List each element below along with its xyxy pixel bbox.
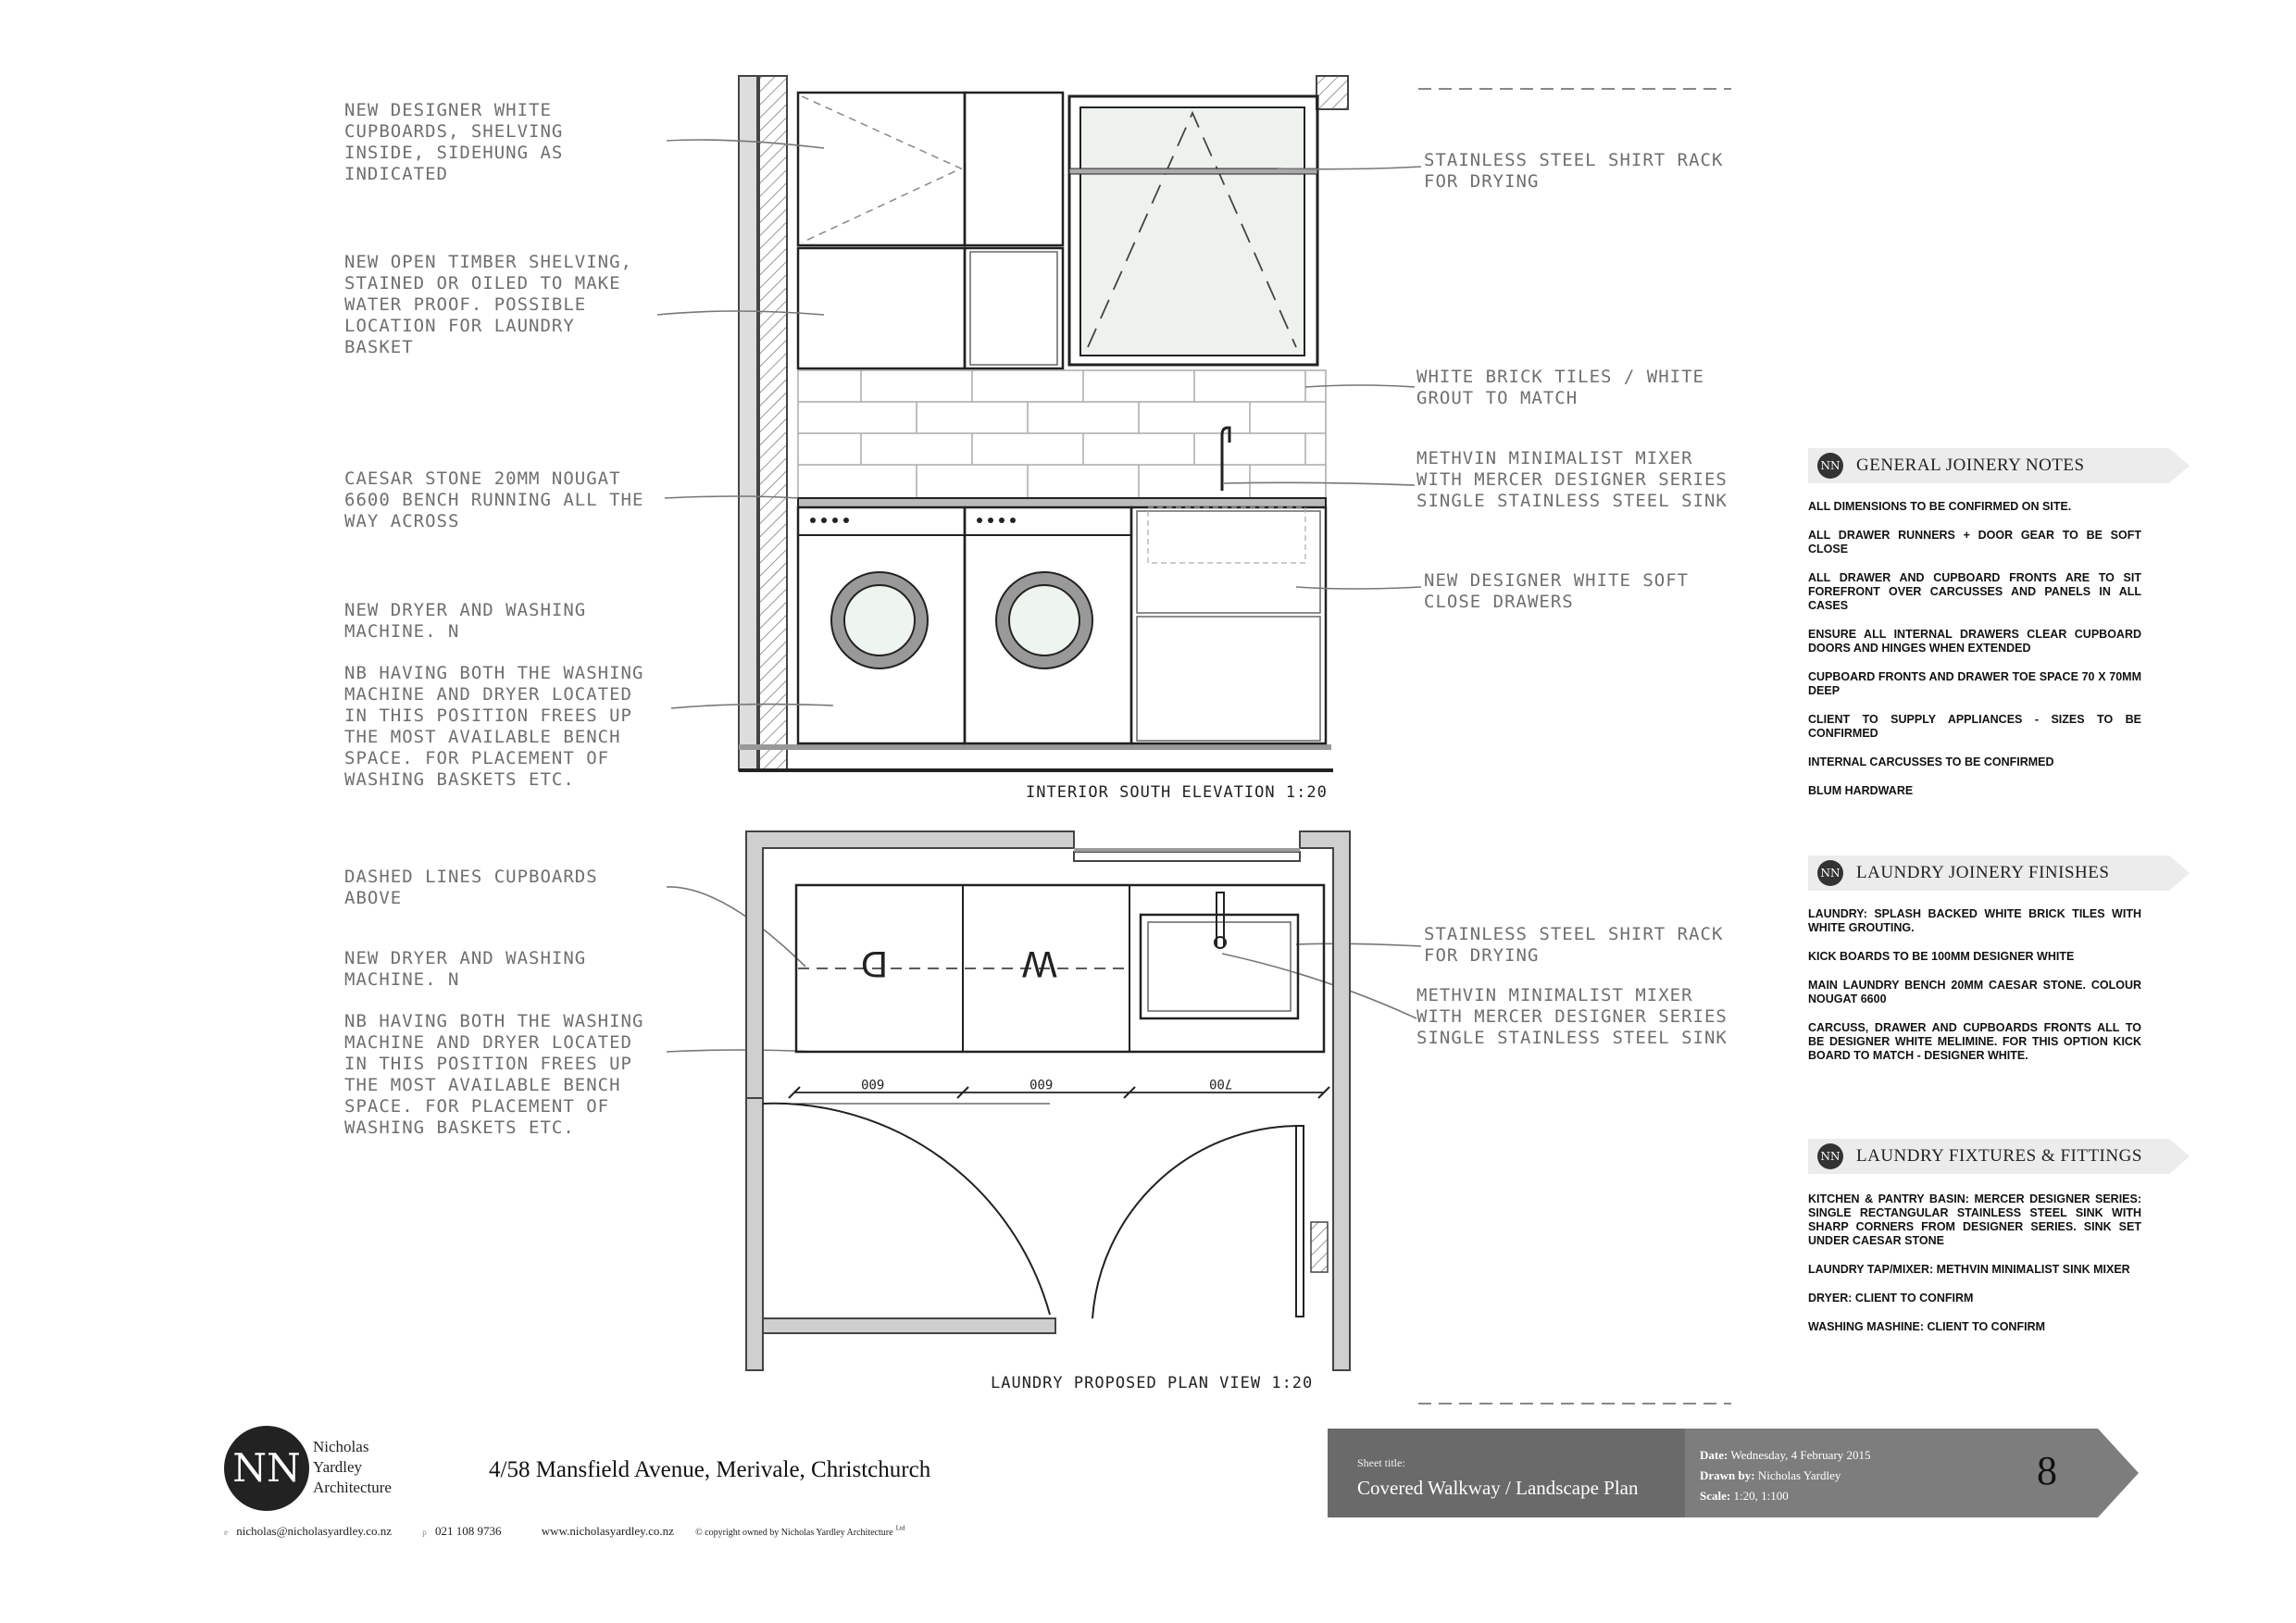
note-nb-elevation: NB HAVING BOTH THE WASHING MACHINE AND DRYER LOCATED IN THIS POSITION FREES UP THE MOST AVAILABLE BENCH SPACE. FOR PLACEMENT OF WASHING BASKETS ETC. [344,663,644,790]
date-label: Date: [1700,1448,1728,1462]
elevation-caption: INTERIOR SOUTH ELEVATION 1:20 [1026,783,1328,802]
phone-prefix: p [422,1528,427,1537]
fixtures-fittings-notes [1808,1192,2141,1349]
note-item: CUPBOARD FRONTS AND DRAWER TOE SPACE 70 X 70MM DEEP [1808,670,2141,697]
note-item: CARCUSS, DRAWER AND CUPBOARDS FRONTS ALL TO BE DESIGNER WHITE MELIMINE. FOR THIS OPTION KICK BOARD TO MATCH - DESIGNER WHITE. [1808,1021,2141,1062]
note-item: LAUNDRY TAP/MIXER: METHVIN MINIMALIST SINK MIXER [1808,1263,2130,1276]
note-item: ALL DIMENSIONS TO BE CONFIRMED ON SITE. [1808,500,2072,513]
note-designer-cupboards: NEW DESIGNER WHITE CUPBOARDS, SHELVING INSIDE, SIDEHUNG AS INDICATED [344,100,564,184]
note-item: BLUM HARDWARE [1808,784,1914,797]
firm-name-line: Architecture [313,1479,392,1496]
note-item: DRYER: CLIENT TO CONFIRM [1808,1292,1974,1305]
note-dashed-lines: DASHED LINES CUPBOARDS ABOVE [344,867,598,908]
note-methvin-mixer-plan: METHVIN MINIMALIST MIXER WITH MERCER DESIGNER SERIES SINGLE STAINLESS STEEL SINK [1416,985,1728,1048]
sheet-drawn-by: Nicholas Yardley [1757,1468,1841,1482]
joinery-finishes-notes [1808,907,2141,1078]
note-soft-close-drawers: NEW DESIGNER WHITE SOFT CLOSE DRAWERS [1424,570,1690,612]
note-item: KITCHEN & PANTRY BASIN: MERCER DESIGNER SERIES: SINGLE RECTANGULAR STAINLESS STEEL SINK WITH SHARP CORNERS FROM DESIGNER SERIES. SINK SET UNDER CAESAR STONE [1808,1192,2141,1247]
drawn-label: Drawn by: [1700,1468,1755,1482]
note-shirt-rack-elevation: STAINLESS STEEL SHIRT RACK FOR DRYING [1424,150,1724,192]
plan-caption: LAUNDRY PROPOSED PLAN VIEW 1:20 [991,1374,1314,1392]
logo-icon: NN [1817,860,1843,886]
section-header-general-joinery [1808,448,2190,483]
firm-name-line: Nicholas [313,1438,369,1455]
dryer-label: D [861,943,888,984]
section-header-joinery-finishes [1808,855,2190,891]
note-item: LAUNDRY: SPLASH BACKED WHITE BRICK TILES WITH WHITE GROUTING. [1808,907,2141,934]
note-item: WASHING MASHINE: CLIENT TO CONFIRM [1808,1320,2046,1333]
note-item: MAIN LAUNDRY BENCH 20MM CAESAR STONE. COLOUR NOUGAT 6600 [1808,979,2141,1005]
sheet-title-block [1328,1429,2142,1517]
note-item: ENSURE ALL INTERNAL DRAWERS CLEAR CUPBOARD DOORS AND HINGES WHEN EXTENDED [1808,628,2141,655]
sheet-meta [1700,1445,1871,1506]
dimension-label: 600 [861,1076,885,1091]
note-item: CLIENT TO SUPPLY APPLIANCES - SIZES TO BE CONFIRMED [1808,713,2141,740]
note-dryer-washer-plan: NEW DRYER AND WASHING MACHINE. N [344,948,587,990]
section-header-fixtures-fittings [1808,1139,2190,1174]
elevation-drawing [739,76,1348,770]
contact-line [224,1524,905,1539]
website-link[interactable]: www.nicholasyardley.co.nz [541,1524,674,1538]
washer-label: W [1022,943,1057,984]
note-item: KICK BOARDS TO BE 100MM DESIGNER WHITE [1808,950,2075,963]
note-item: ALL DRAWER RUNNERS + DOOR GEAR TO BE SOFT CLOSE [1808,529,2141,556]
general-joinery-notes [1808,500,2141,813]
project-address: 4/58 Mansfield Avenue, Merivale, Christchurch [489,1457,931,1482]
note-brick-tiles: WHITE BRICK TILES / WHITE GROUT TO MATCH [1416,367,1704,408]
phone-number: 021 108 9736 [435,1524,502,1538]
note-dryer-washer-elevation: NEW DRYER AND WASHING MACHINE. N [344,600,587,642]
dimension-label: 600 [1029,1076,1054,1091]
copyright-suffix: Ltd [895,1524,905,1532]
logo-icon: NN [1817,1143,1843,1169]
sheet-scale: 1:20, 1:100 [1733,1489,1789,1503]
firm-logo-icon: NN [224,1426,309,1511]
dimension-label: 700 [1209,1076,1233,1091]
firm-name [313,1437,392,1498]
note-open-shelving: NEW OPEN TIMBER SHELVING, STAINED OR OILED TO MAKE WATER PROOF. POSSIBLE LOCATION FOR LAUNDRY BASKET [344,252,632,357]
sheet-number: 8 [2037,1448,2057,1493]
sheet-title: Covered Walkway / Landscape Plan [1357,1477,1639,1499]
email-prefix: e [224,1528,228,1537]
section-title: LAUNDRY FIXTURES & FITTINGS [1856,1146,2142,1166]
sheet-title-label: Sheet title: [1357,1456,1405,1469]
email-link[interactable]: nicholas@nicholasyardley.co.nz [236,1524,393,1538]
note-item: INTERNAL CARCUSSES TO BE CONFIRMED [1808,755,2054,768]
sheet-date: Wednesday, 4 February 2015 [1730,1448,1871,1462]
firm-name-line: Yardley [313,1458,363,1476]
scale-label: Scale: [1700,1489,1731,1503]
note-shirt-rack-plan: STAINLESS STEEL SHIRT RACK FOR DRYING [1424,924,1724,966]
section-title: GENERAL JOINERY NOTES [1856,456,2085,475]
note-item: ALL DRAWER AND CUPBOARD FRONTS ARE TO SIT FOREFRONT OVER CARCUSSES AND PANELS IN ALL CASES [1808,571,2141,612]
note-methvin-mixer-elevation: METHVIN MINIMALIST MIXER WITH MERCER DESIGNER SERIES SINGLE STAINLESS STEEL SINK [1416,448,1728,511]
note-nb-plan: NB HAVING BOTH THE WASHING MACHINE AND DRYER LOCATED IN THIS POSITION FREES UP THE MOST AVAILABLE BENCH SPACE. FOR PLACEMENT OF WASHING BASKETS ETC. [344,1011,644,1138]
copyright: © copyright owned by Nicholas Yardley Architecture [695,1528,893,1538]
plan-drawing [746,831,1350,1370]
note-caesar-stone-bench: CAESAR STONE 20MM NOUGAT 6600 BENCH RUNNING ALL THE WAY ACROSS [344,468,644,531]
section-title: LAUNDRY JOINERY FINISHES [1856,863,2110,882]
logo-icon: NN [1817,453,1843,479]
